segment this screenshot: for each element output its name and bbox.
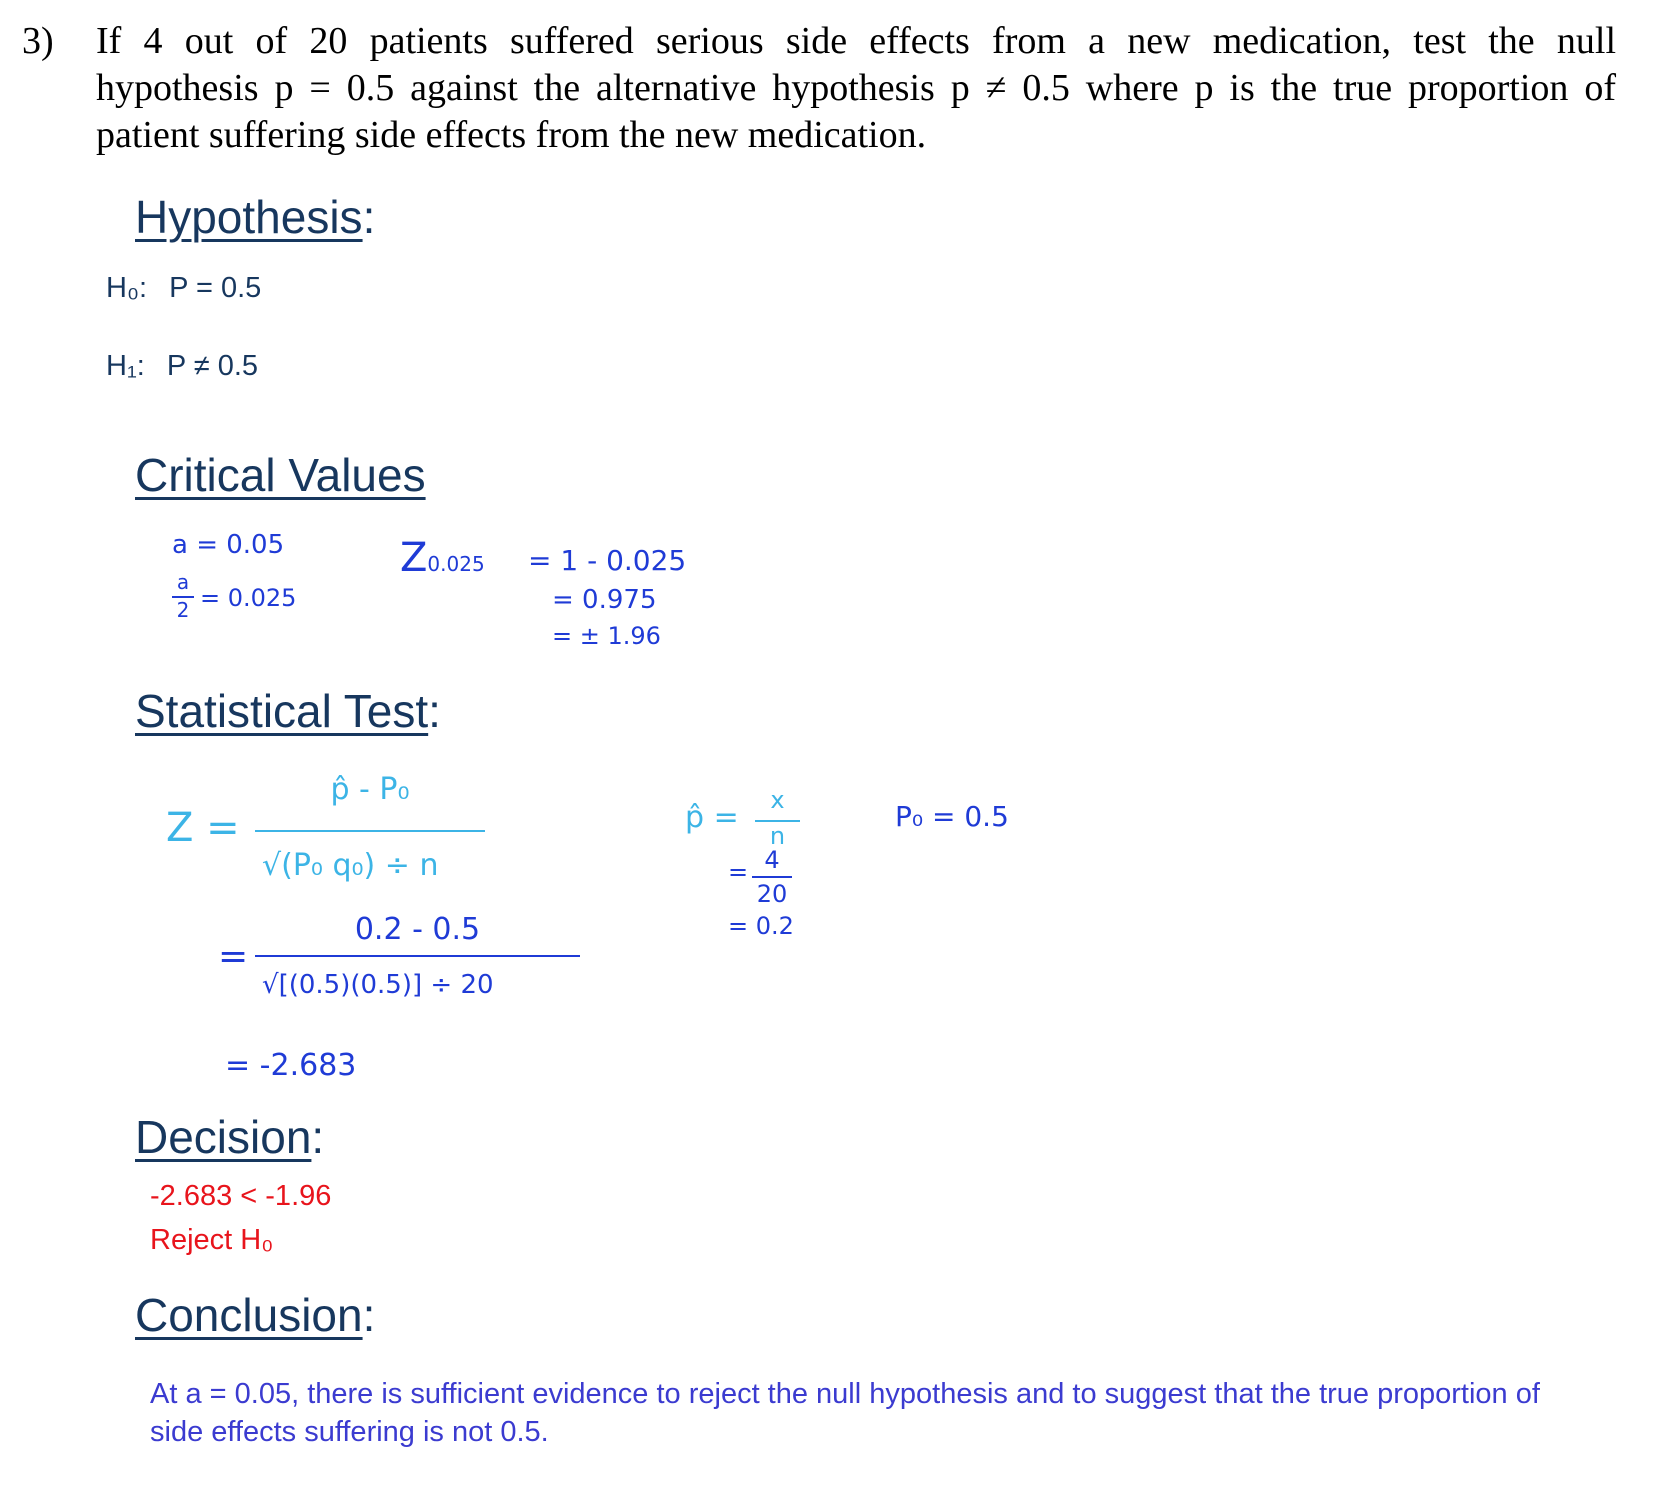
question-number: 3) [22, 20, 54, 62]
conclusion-heading: Conclusion: [135, 1289, 376, 1341]
phat-numerator: x [770, 786, 785, 814]
question-line-3: patient suffering side effects from the new medication. [96, 114, 927, 156]
formula-numerator: p̂ - P₀ [330, 772, 410, 807]
decision-line-1: -2.683 < -1.96 [150, 1180, 332, 1212]
h1-value: P ≠ 0.5 [166, 350, 259, 382]
phat-label: p̂ = [685, 800, 739, 835]
alpha-half-denominator: 2 [176, 598, 190, 622]
z-equals: Z = [166, 805, 240, 851]
z-result: = -2.683 [225, 1048, 357, 1083]
question-line-2: hypothesis p = 0.5 against the alternative hypothesis p ≠ 0.5 where p is the true proportion of [96, 67, 1616, 109]
question-text [96, 18, 1616, 159]
z-critical-label: Z0.025 [400, 535, 485, 581]
h0-value: P = 0.5 [169, 272, 262, 304]
alpha-half-value: = 0.025 [200, 584, 297, 612]
statistical-test-heading: Statistical Test: [135, 685, 441, 737]
h0-label: H₀: [106, 272, 148, 304]
p0-value: P₀ = 0.5 [895, 800, 1009, 833]
z-critical-line-1: = 1 - 0.025 [528, 544, 687, 577]
alpha-half-numerator: a [176, 570, 190, 594]
formula-bar [255, 830, 485, 832]
value-bar [255, 955, 580, 957]
decision-line-2: Reject H₀ [150, 1224, 274, 1256]
z-critical-line-2: = 0.975 [552, 585, 657, 615]
phat-numerator-2: 4 [764, 846, 780, 874]
phat-equals-2: = [728, 858, 749, 886]
phat-denominator: n [769, 822, 786, 850]
phat-denominator-2: 20 [756, 880, 788, 908]
numerator-value: 0.2 - 0.5 [354, 912, 481, 947]
critical-values-heading: Critical Values [135, 449, 426, 501]
alpha-value: a = 0.05 [172, 530, 285, 560]
h1-line [106, 350, 258, 383]
z-critical-subscript: 0.025 [427, 552, 485, 576]
z-critical-line-3: = ± 1.96 [552, 622, 661, 650]
equals-2: = [218, 936, 249, 977]
formula-denominator: √(P₀ q₀) ÷ n [262, 848, 439, 883]
h0-line [106, 272, 261, 305]
h1-label: H₁: [106, 350, 145, 382]
phat-bar-2 [752, 876, 792, 878]
phat-result: = 0.2 [728, 912, 794, 940]
decision-heading: Decision: [135, 1111, 325, 1163]
denominator-value: √[(0.5)(0.5)] ÷ 20 [262, 970, 494, 1000]
conclusion-text: At a = 0.05, there is sufficient evidence to reject the null hypothesis and to suggest that the true proportion of side effects suffering is not 0.5. [150, 1378, 1540, 1448]
hypothesis-heading: Hypothesis: [135, 191, 376, 243]
question-line-1: If 4 out of 20 patients suffered serious side effects from a new medication, test the null [96, 20, 1616, 62]
